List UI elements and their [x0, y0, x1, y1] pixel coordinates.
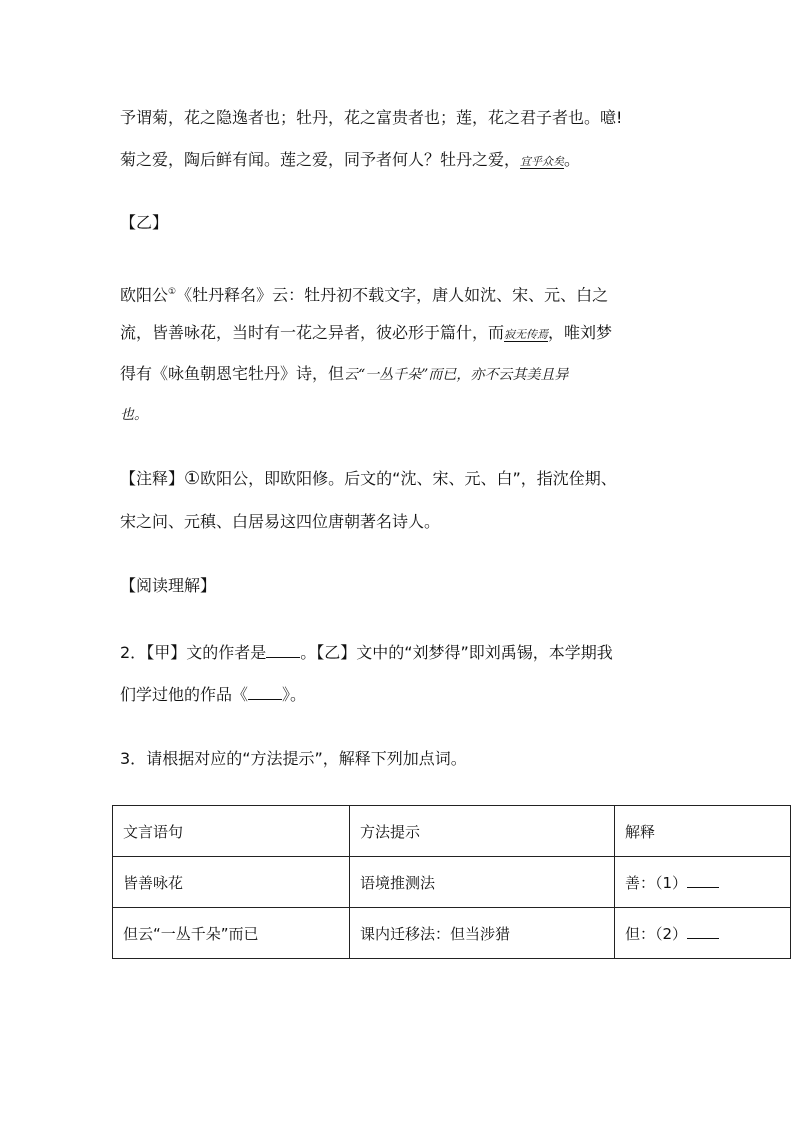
passage-a-text: 。 — [564, 150, 581, 169]
answer-blank-work[interactable] — [248, 685, 282, 700]
passage-a-line-2 — [120, 150, 580, 172]
answer-blank-1[interactable] — [687, 873, 719, 888]
passage-b-line-3 — [120, 364, 568, 385]
note-text: 宋之问、元稹、白居易这四位唐朝著名诗人。 — [120, 512, 441, 531]
header-sentence: 文言语句 — [113, 806, 350, 857]
passage-b-text: 得有《咏鱼朝恩宅牡丹》诗，但 — [120, 364, 345, 383]
note-label: 【注释】 — [120, 469, 185, 488]
passage-b-line-4 — [120, 404, 148, 425]
passage-b-text: ，唯刘梦 — [548, 323, 613, 342]
answer-table — [112, 805, 791, 959]
header-explanation: 解释 — [615, 806, 791, 857]
passage-a-text: 菊之爱，陶后鲜有闻。莲之爱，同予者何人？牡丹之爱， — [120, 150, 521, 169]
cell-answer — [615, 908, 791, 959]
question-2-line-2 — [120, 685, 306, 705]
question-number: 3． — [120, 749, 147, 768]
answer-blank-author[interactable] — [266, 643, 300, 658]
question-text: 》。 — [282, 685, 307, 704]
note-text: 欧阳公，即欧阳修。后文的“沈、宋、元、白”，指沈佺期、 — [200, 469, 617, 488]
cell-sentence: 但云“一丛千朵”而已 — [113, 908, 350, 959]
table-row — [113, 908, 791, 959]
wavy-underlined-phrase: 宜乎众矣 — [520, 155, 565, 168]
cell-sentence: 皆善咏花 — [113, 857, 350, 908]
passage-a-text: 予谓菊，花之隐逸者也；牡丹，花之富贵者也；莲，花之君子者也。噫! — [120, 108, 623, 127]
passage-b-line-1 — [120, 282, 608, 305]
wavy-underlined-phrase: 寂无传焉 — [504, 328, 549, 341]
footnote-marker: ① — [168, 287, 177, 297]
passage-a-line-1 — [120, 108, 622, 128]
cell-method: 语境推测法 — [350, 857, 615, 908]
answer-blank-2[interactable] — [687, 924, 719, 939]
header-method: 方法提示 — [350, 806, 615, 857]
reading-section-label: 【阅读理解】 — [120, 576, 217, 595]
passage-b-line-2 — [120, 323, 612, 345]
question-text: 请根据对应的“方法提示”，解释下列加点词。 — [146, 749, 467, 768]
question-text: 【甲】文的作者是 — [146, 643, 267, 662]
question-3 — [120, 749, 467, 769]
passage-b-text: 《牡丹释名》云：牡丹初不载文字，唐人如沈、宋、元、白之 — [176, 285, 609, 305]
note-line-1 — [120, 469, 617, 489]
circled-one-icon: ① — [184, 468, 201, 489]
cell-method: 课内迁移法：但当涉猎 — [350, 908, 615, 959]
table-row — [113, 857, 791, 908]
question-number: 2． — [120, 643, 147, 662]
answer-prefix: 善：（1） — [625, 873, 688, 892]
passage-b-text: 欧阳公 — [120, 285, 169, 305]
answer-prefix: 但：（2） — [625, 924, 688, 943]
table-header-row — [113, 806, 791, 857]
section-b-label: 【乙】 — [120, 213, 169, 232]
passage-b-quote-text: 云“一丛千朵”而已，亦不云其美且异 — [344, 367, 569, 383]
question-text: 们学过他的作品《 — [120, 685, 249, 704]
question-2-line-1 — [120, 643, 613, 663]
question-text: 。【乙】文中的“刘梦得”即刘禹锡，本学期我 — [300, 643, 613, 662]
note-line-2 — [120, 512, 440, 532]
cell-answer — [615, 857, 791, 908]
passage-b-text: 也。 — [120, 407, 148, 423]
passage-b-text: 流，皆善咏花，当时有一花之异者，彼必形于篇什，而 — [120, 323, 505, 342]
